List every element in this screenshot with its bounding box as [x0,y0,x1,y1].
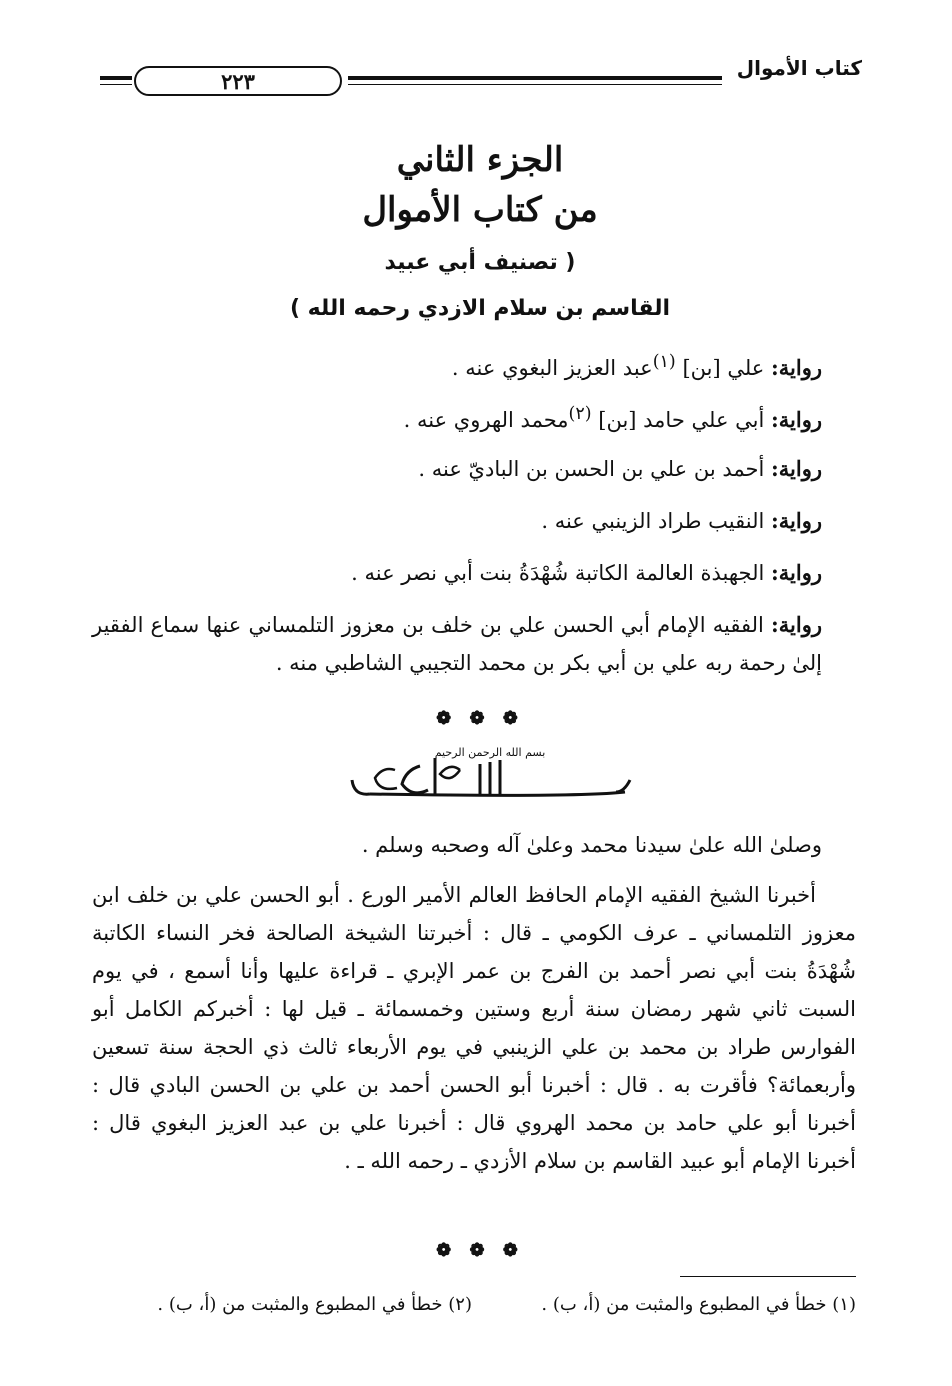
riwaya-line [182,404,822,432]
separator-stars: ❁ ❁ ❁ [436,708,524,729]
riwaya-label: رواية: [771,456,822,481]
riwaya-text-rest: عبد العزيز البغوي عنه . [451,356,653,380]
riwaya-line [182,456,822,481]
riwaya-line [182,352,822,380]
separator-stars: ❁ ❁ ❁ [436,1240,524,1261]
riwaya-label: رواية: [771,407,822,432]
salutation-line: وصلىٰ الله علىٰ سيدنا محمد وعلىٰ آله وصحبه وسلم . [361,833,822,857]
book-title: كتاب الأموال [736,56,862,80]
header-rule [348,76,722,80]
riwaya-line [182,560,822,585]
riwaya-line [92,606,822,682]
riwaya-text: الجهبذة العالمة الكاتبة شُهْدَةُ بنت أبي نصر عنه . [351,561,765,585]
riwaya-label: رواية: [771,355,822,380]
footnote: (١) خطأ في المطبوع والمثبت من (أ، ب) . [541,1294,856,1315]
footnote-ref: (١) [652,352,676,372]
header-rule-left [100,76,132,80]
footnote-rule [680,1276,856,1277]
author-line: ( تصنيف أبي عبيد [384,250,576,275]
book-name-title: من كتاب الأموال [362,190,598,230]
footnote-ref: (٢) [568,404,592,424]
riwaya-text: الفقيه الإمام أبي الحسن علي بن خلف بن معزوز التلمساني عنها سماع الفقير إلىٰ رحمة ربه علي بن أبي بكر بن محمد التجيبي الشاطبي منه . [92,613,822,675]
author-name-line: القاسم بن سلام الازدي رحمه الله ) [289,296,671,321]
main-paragraph: أخبرنا الشيخ الفقيه الإمام الحافظ العالم الأمير الورع . أبو الحسن علي بن خلف ابن معزوز التلمساني ـ عرف الكومي ـ قال : أخبرتنا الشيخة الصالحة فخر النساء الكاتبة شُهْدَةُ بنت أبي نصر أحمد بن الفرج بن عمر الإبري ـ قراءة عليها وأنا أسمع ، في يوم السبت ثاني شهر رمضان سنة أربع وستين وخمسمائة ـ قيل لها : أخبركم الكامل أبو الفوارس طراد بن محمد بن علي الزينبي في يوم الأربعاء ثالث ذي الحجة سنة تسعين وأربعمائة؟ فأقرت به . قال : أخبرنا أبو الحسن أحمد بن علي بن الحسن البادي قال : أخبرنا أبو علي حامد بن محمد الهروي قال : أخبرنا علي بن عبد العزيز البغوي قال : أخبرنا الإمام أبو عبيد القاسم بن سلام الأزدي ـ رحمه الله ـ . [92,883,856,1173]
page-number: ٢٢٣ [134,66,342,96]
riwaya-label: رواية: [771,560,822,585]
riwaya-line [182,508,822,533]
riwaya-text: أحمد بن علي بن الحسن بن الباديّ عنه . [418,457,765,481]
footnote: (٢) خطأ في المطبوع والمثبت من (أ، ب) . [157,1294,472,1315]
basmala-text: بسم الله الرحمن الرحيم [434,746,546,759]
basmala-calligraphy [340,740,640,810]
riwaya-label: رواية: [771,612,822,637]
riwaya-text: أبي علي حامد [بن] [598,408,765,432]
header-rule-left-thin [100,84,132,85]
riwaya-label: رواية: [771,508,822,533]
riwaya-text: النقيب طراد الزينبي عنه . [541,509,765,533]
header-rule-thin [348,84,722,85]
riwaya-text-rest: محمد الهروي عنه . [403,408,569,432]
part-title: الجزء الثاني [396,140,564,180]
running-header [100,56,862,100]
riwaya-text: علي [بن] [682,356,765,380]
